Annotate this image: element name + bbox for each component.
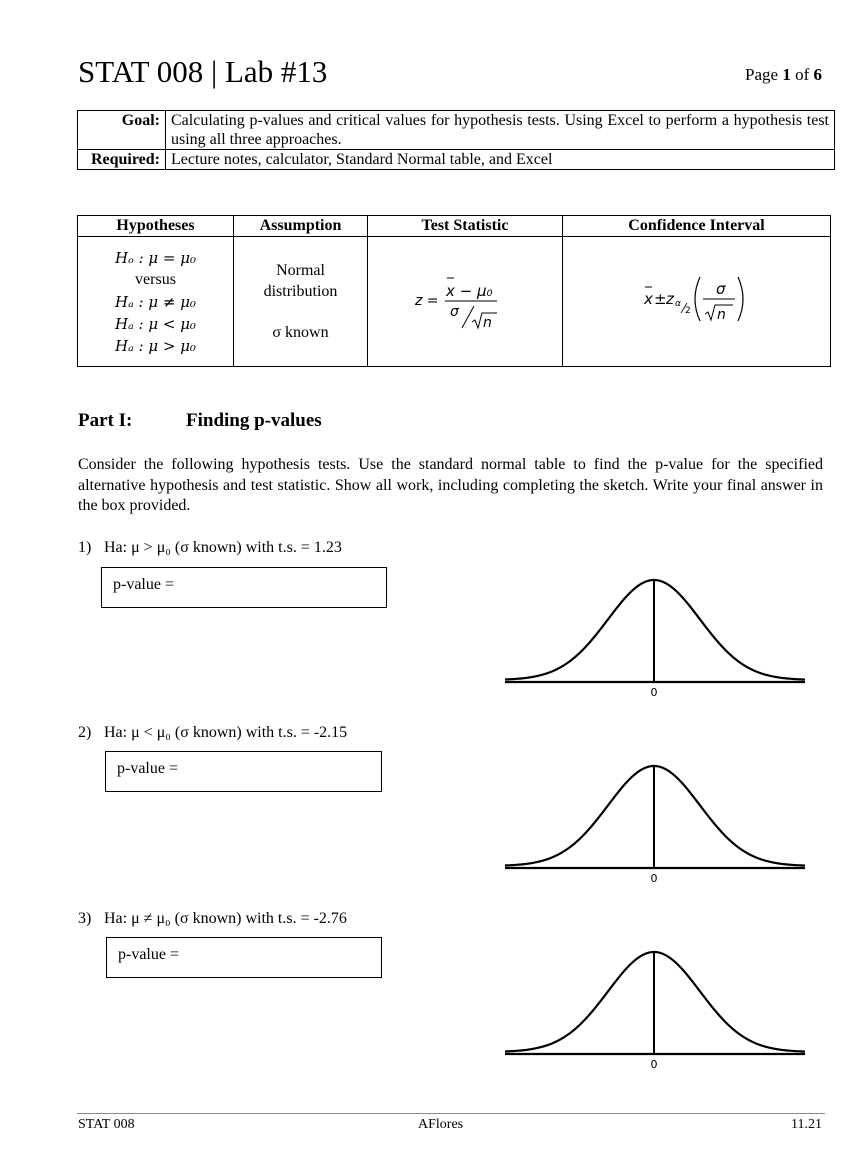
left-paren-icon — [695, 277, 700, 321]
question-1 — [78, 539, 342, 557]
page-current: 1 — [782, 65, 791, 84]
null-hypothesis: Hₒ : μ = μ₀ — [114, 248, 197, 267]
question-3-number: 3) — [78, 910, 92, 927]
page-title: STAT 008 | Lab #13 — [78, 54, 328, 89]
required-row — [78, 150, 835, 170]
assumption-distribution: distribution — [263, 283, 338, 300]
question-1-number: 1) — [78, 539, 92, 556]
alt-hypothesis-gt: Hₐ : μ > μ₀ — [115, 336, 196, 355]
question-2-text: Ha: μ < μ₀ (σ known) with t.s. = -2.15 — [104, 724, 348, 741]
hypotheses-cell — [78, 237, 234, 367]
hypotheses-table — [77, 215, 831, 367]
ci-two: 2 — [684, 306, 691, 316]
part-heading — [78, 410, 322, 432]
ci-n: n — [716, 307, 726, 323]
goal-label: Goal: — [78, 111, 166, 150]
ci-alpha: α — [674, 299, 681, 309]
z-equals: z = — [415, 293, 439, 309]
assumption-cell — [234, 237, 368, 367]
question-3 — [78, 910, 347, 928]
part-label: Part I: — [78, 410, 133, 431]
question-1-text: Ha: μ > μ₀ (σ known) with t.s. = 1.23 — [104, 539, 342, 556]
ci-pm: ± — [653, 290, 667, 308]
alt-hypothesis-neq: Hₐ : μ ≠ μ₀ — [115, 292, 196, 311]
header-confidence-interval: Confidence Interval — [563, 216, 831, 237]
answer-box-2[interactable] — [105, 751, 382, 792]
header-hypotheses: Hypotheses — [78, 216, 234, 237]
answer-box-1[interactable] — [101, 567, 387, 608]
page-word: Page — [745, 65, 779, 84]
normal-curve-sketch-1[interactable] — [500, 573, 810, 699]
test-statistic-formula — [405, 264, 525, 334]
page-number — [745, 65, 822, 85]
required-text: Lecture notes, calculator, Standard Normal table, and Excel — [166, 150, 835, 170]
ci-z: z — [665, 290, 674, 308]
footer-divider — [77, 1113, 825, 1114]
curve-center-label-3: 0 — [650, 1058, 658, 1071]
ts-sigma: σ — [450, 304, 459, 320]
page-total: 6 — [813, 65, 822, 84]
instructions-paragraph: Consider the following hypothesis tests. Use the standard normal table to find the p-value for the specified alternative hypothesis and test statistic. Show all work, including completing the sketch. Write your final answer in the box provided. — [78, 456, 823, 514]
question-3-text: Ha: μ ≠ μ₀ (σ known) with t.s. = -2.76 — [104, 910, 347, 927]
ts-numerator: x − μ₀ — [446, 282, 493, 300]
normal-curve-sketch-2[interactable] — [500, 759, 810, 885]
goal-text: Calculating p-values and critical values for hypothesis tests. Using Excel to perform a hypothesis test using all three approaches. — [166, 111, 835, 150]
question-2-number: 2) — [78, 724, 92, 741]
hyp-header-row — [78, 216, 831, 237]
assumption-normal: Normal — [276, 262, 325, 279]
answer-label-2: p-value = — [117, 760, 178, 777]
confidence-interval-formula — [637, 264, 757, 334]
header-test-statistic: Test Statistic — [368, 216, 563, 237]
ts-slash — [462, 306, 474, 328]
test-statistic-cell — [368, 237, 563, 367]
goal-row — [78, 111, 835, 150]
alt-hypothesis-lt: Hₐ : μ < μ₀ — [115, 314, 196, 333]
answer-label-1: p-value = — [113, 576, 174, 593]
ci-sigma: σ — [715, 280, 726, 298]
required-label: Required: — [78, 150, 166, 170]
header-assumption: Assumption — [234, 216, 368, 237]
goal-table — [77, 110, 835, 170]
ci-xbar: x — [643, 290, 653, 308]
part-title: Finding p-values — [186, 410, 322, 431]
page-of: of — [795, 65, 810, 84]
hyp-body-row — [78, 237, 831, 367]
right-paren-icon — [738, 277, 743, 321]
assumption-sigma-known: σ known — [272, 324, 329, 341]
ts-n: n — [483, 315, 492, 331]
question-2 — [78, 724, 347, 742]
curve-center-label-1: 0 — [650, 686, 658, 699]
answer-box-3[interactable] — [106, 937, 382, 978]
footer-course: STAT 008 — [78, 1117, 135, 1132]
confidence-interval-cell — [563, 237, 831, 367]
versus-text: versus — [135, 270, 176, 288]
answer-label-3: p-value = — [118, 946, 179, 963]
footer-date: 11.21 — [791, 1117, 822, 1132]
normal-curve-sketch-3[interactable] — [500, 945, 810, 1071]
footer-author: AFlores — [418, 1117, 464, 1132]
curve-center-label-2: 0 — [650, 872, 658, 885]
